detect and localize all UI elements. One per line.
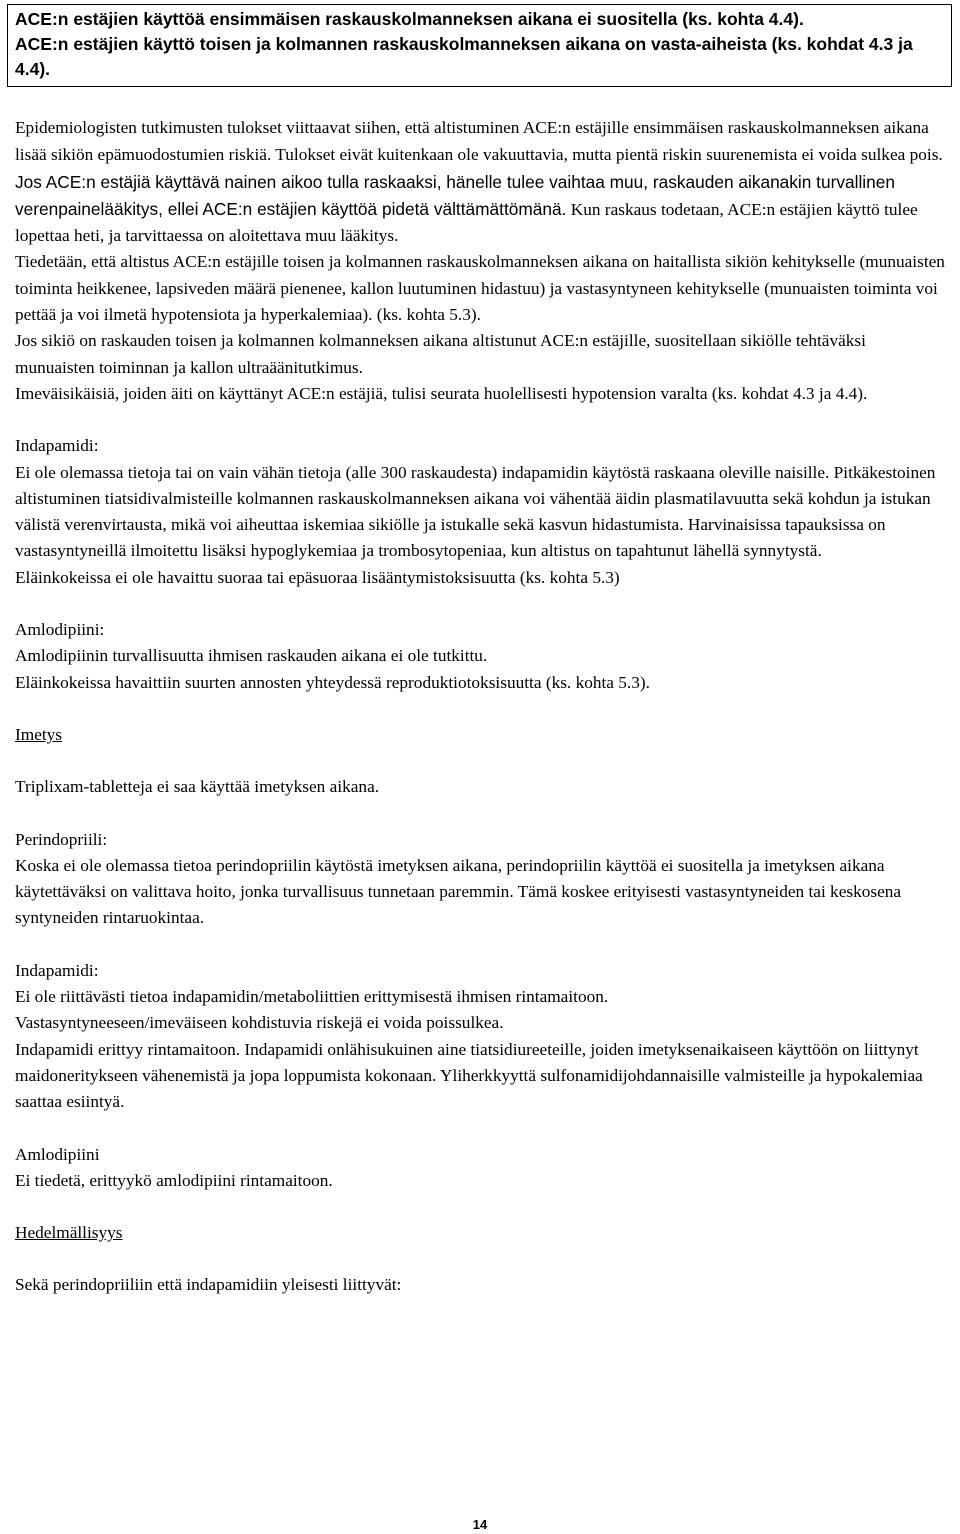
ace-paragraph-1	[15, 115, 945, 249]
indapamide-p3-part-a: Indapamidi erittyy rintamaitoon.	[15, 1039, 241, 1059]
amlodipine-pregnancy-heading: Amlodipiini:	[15, 620, 105, 640]
indapamide-p1-part-b: Pitkäkestoinen altistuminen tiatsidivalmisteille kolmannen raskauskolmanneksen aikana voi vähentää äidin plasmatilavuutta sekä kohdun ja istukan välistä verenvirtausta, mikä voi aiheuttaa iskemiaa sikiölle ja istukalle sekä kasvun hidastumista.	[15, 462, 936, 535]
fertility-heading: Hedelmällisyys	[15, 1223, 123, 1243]
indapamide-breastfeeding-paragraph-1: Ei ole riittävästi tietoa indapamidin/metaboliittien erittymisestä ihmisen rintamaitoon.	[15, 987, 609, 1007]
indapamide-pregnancy-paragraph-2: Eläinkokeissa ei ole havaittu suoraa tai epäsuoraa lisääntymistoksisuutta (ks. kohta 5.3)	[15, 567, 620, 587]
perindopril-breastfeeding-heading: Perindopriili:	[15, 829, 108, 849]
amlodipine-breastfeeding-heading: Amlodipiini	[15, 1144, 100, 1164]
indapamide-breastfeeding-heading: Indapamidi:	[15, 960, 99, 980]
fertility-intro: Sekä perindopriiliin että indapamidiin yleisesti liittyvät:	[15, 1275, 402, 1295]
ace-paragraph-4: Imeväisikäisiä, joiden äiti on käyttänyt ACE:n estäjiä, tulisi seurata huolellisesti hypotension varalta (ks. kohdat 4.3 ja 4.4).	[15, 383, 868, 403]
spacer	[15, 1116, 945, 1142]
spacer	[15, 1194, 945, 1220]
spacer	[15, 932, 945, 958]
indapamide-p3-part-c: Yliherkkyyttä sulfonamidijohdannaisille valmisteille ja hypokalemiaa saattaa esiintyä.	[15, 1065, 923, 1112]
perindopril-text-part-b: Tämä koskee erityisesti vastasyntyneiden tai keskosena syntyneiden rintaruokintaa.	[15, 882, 902, 928]
page-number: 14	[472, 1517, 488, 1532]
amlodipine-breastfeeding-paragraph: Ei tiedetä, erittyykö amlodipiini rintamaitoon.	[15, 1170, 333, 1190]
ace-paragraph-3: Jos sikiö on raskauden toisen ja kolmannen kolmanneksen aikana altistunut ACE:n estäjille, suositellaan sikiölle tehtäväksi munuaisten toiminnan ja kallon ultraäänitutkimus.	[15, 331, 866, 377]
indapamide-p3-part-b: Indapamidi onlähisukuinen aine tiatsidiureeteille, joiden imetyksenaikaiseen käyttöön on liittynyt maidoneritykseen vähenemistä ja jopa loppumista kokonaan.	[15, 1039, 919, 1085]
ace-paragraph-2: Tiedetään, että altistus ACE:n estäjille toisen ja kolmannen raskauskolmanneksen aikana on haitallista sikiön kehitykselle (munuaisten toiminta heikkenee, lapsiveden määrä pienenee, kallon luutuminen hidastuu) ja vastasyntyneen kehitykselle (munuaisten toiminta voi pettää ja voi ilmetä hypotensiota ja hyperkalemiaa). (ks. kohta 5.3).	[15, 252, 945, 325]
document-body	[15, 115, 945, 1299]
boxed-warning	[7, 4, 952, 87]
spacer	[15, 591, 945, 617]
spacer	[15, 1246, 945, 1272]
boxed-warning-line-1: ACE:n estäjien käyttöä ensimmäisen raskauskolmanneksen aikana ei suositella (ks. kohta 4.4).	[15, 9, 804, 29]
breastfeeding-intro: Triplixam-tabletteja ei saa käyttää imetyksen aikana.	[15, 777, 380, 797]
indapamide-breastfeeding-paragraph-2: Vastasyntyneeseen/imeväiseen kohdistuvia riskejä ei voida poissulkea.	[15, 1013, 504, 1033]
indapamide-breastfeeding-paragraph-3	[15, 1037, 945, 1116]
breastfeeding-heading: Imetys	[15, 724, 63, 744]
spacer	[15, 696, 945, 722]
spacer	[15, 801, 945, 827]
amlodipine-pregnancy-paragraph-1: Amlodipiinin turvallisuutta ihmisen raskauden aikana ei ole tutkittu.	[15, 646, 488, 666]
indapamide-p1-part-a: Ei ole olemassa tietoja tai on vain vähän tietoja (alle 300 raskaudesta) indapamidin käytöstä raskaana oleville naisille.	[15, 462, 830, 482]
ace-p1-part-b: Jos ACE:n estäjiä käyttävä nainen aikoo tulla raskaaksi, hänelle tulee vaihtaa muu, raskauden aikanakin turvallinen verenpainelääkitys, ellei ACE:n estäjien käyttöä pidetä välttämättömänä.	[15, 171, 895, 219]
boxed-warning-line-2: ACE:n estäjien käyttö toisen ja kolmannen raskauskolmanneksen aikana on vasta-aiheista (ks. kohdat 4.3 ja 4.4).	[15, 34, 913, 79]
ace-p1-part-a: Epidemiologisten tutkimusten tulokset viittaavat siihen, että altistuminen ACE:n estäjille ensimmäisen raskauskolmanneksen aikana lisää sikiön epämuodostumien riskiä. Tulokset eivät kuitenkaan ole vakuuttavia, mutta pientä riskin suurenemista ei voida sulkea pois.	[15, 118, 943, 165]
perindopril-text-part-a: Koska ei ole olemassa tietoa perindopriilin käytöstä imetyksen aikana, perindopriilin käyttöä ei suositella ja imetyksen aikana käytettäväksi on valittava hoito, jonka turvallisuus tunnetaan paremmin.	[15, 855, 885, 902]
perindopril-breastfeeding-paragraph	[15, 853, 945, 932]
indapamide-pregnancy-paragraph-1	[15, 460, 945, 565]
amlodipine-pregnancy-paragraph-2: Eläinkokeissa havaittiin suurten annosten yhteydessä reproduktiotoksisuutta (ks. kohta 5.3).	[15, 672, 650, 692]
indapamide-p1-part-c: Harvinaisissa tapauksissa on vastasyntyneillä ilmoitettu lisäksi hypoglykemiaa ja trombosytopeniaa, kun altistus on tapahtunut lähellä synnytystä.	[15, 515, 886, 561]
indapamide-pregnancy-heading: Indapamidi:	[15, 436, 99, 456]
ace-p1-part-c: Kun raskaus todetaan, ACE:n estäjien käyttö tulee lopettaa heti, ja tarvittaessa on aloitettava muu lääkitys.	[15, 199, 918, 246]
spacer	[15, 407, 945, 433]
spacer	[15, 748, 945, 774]
